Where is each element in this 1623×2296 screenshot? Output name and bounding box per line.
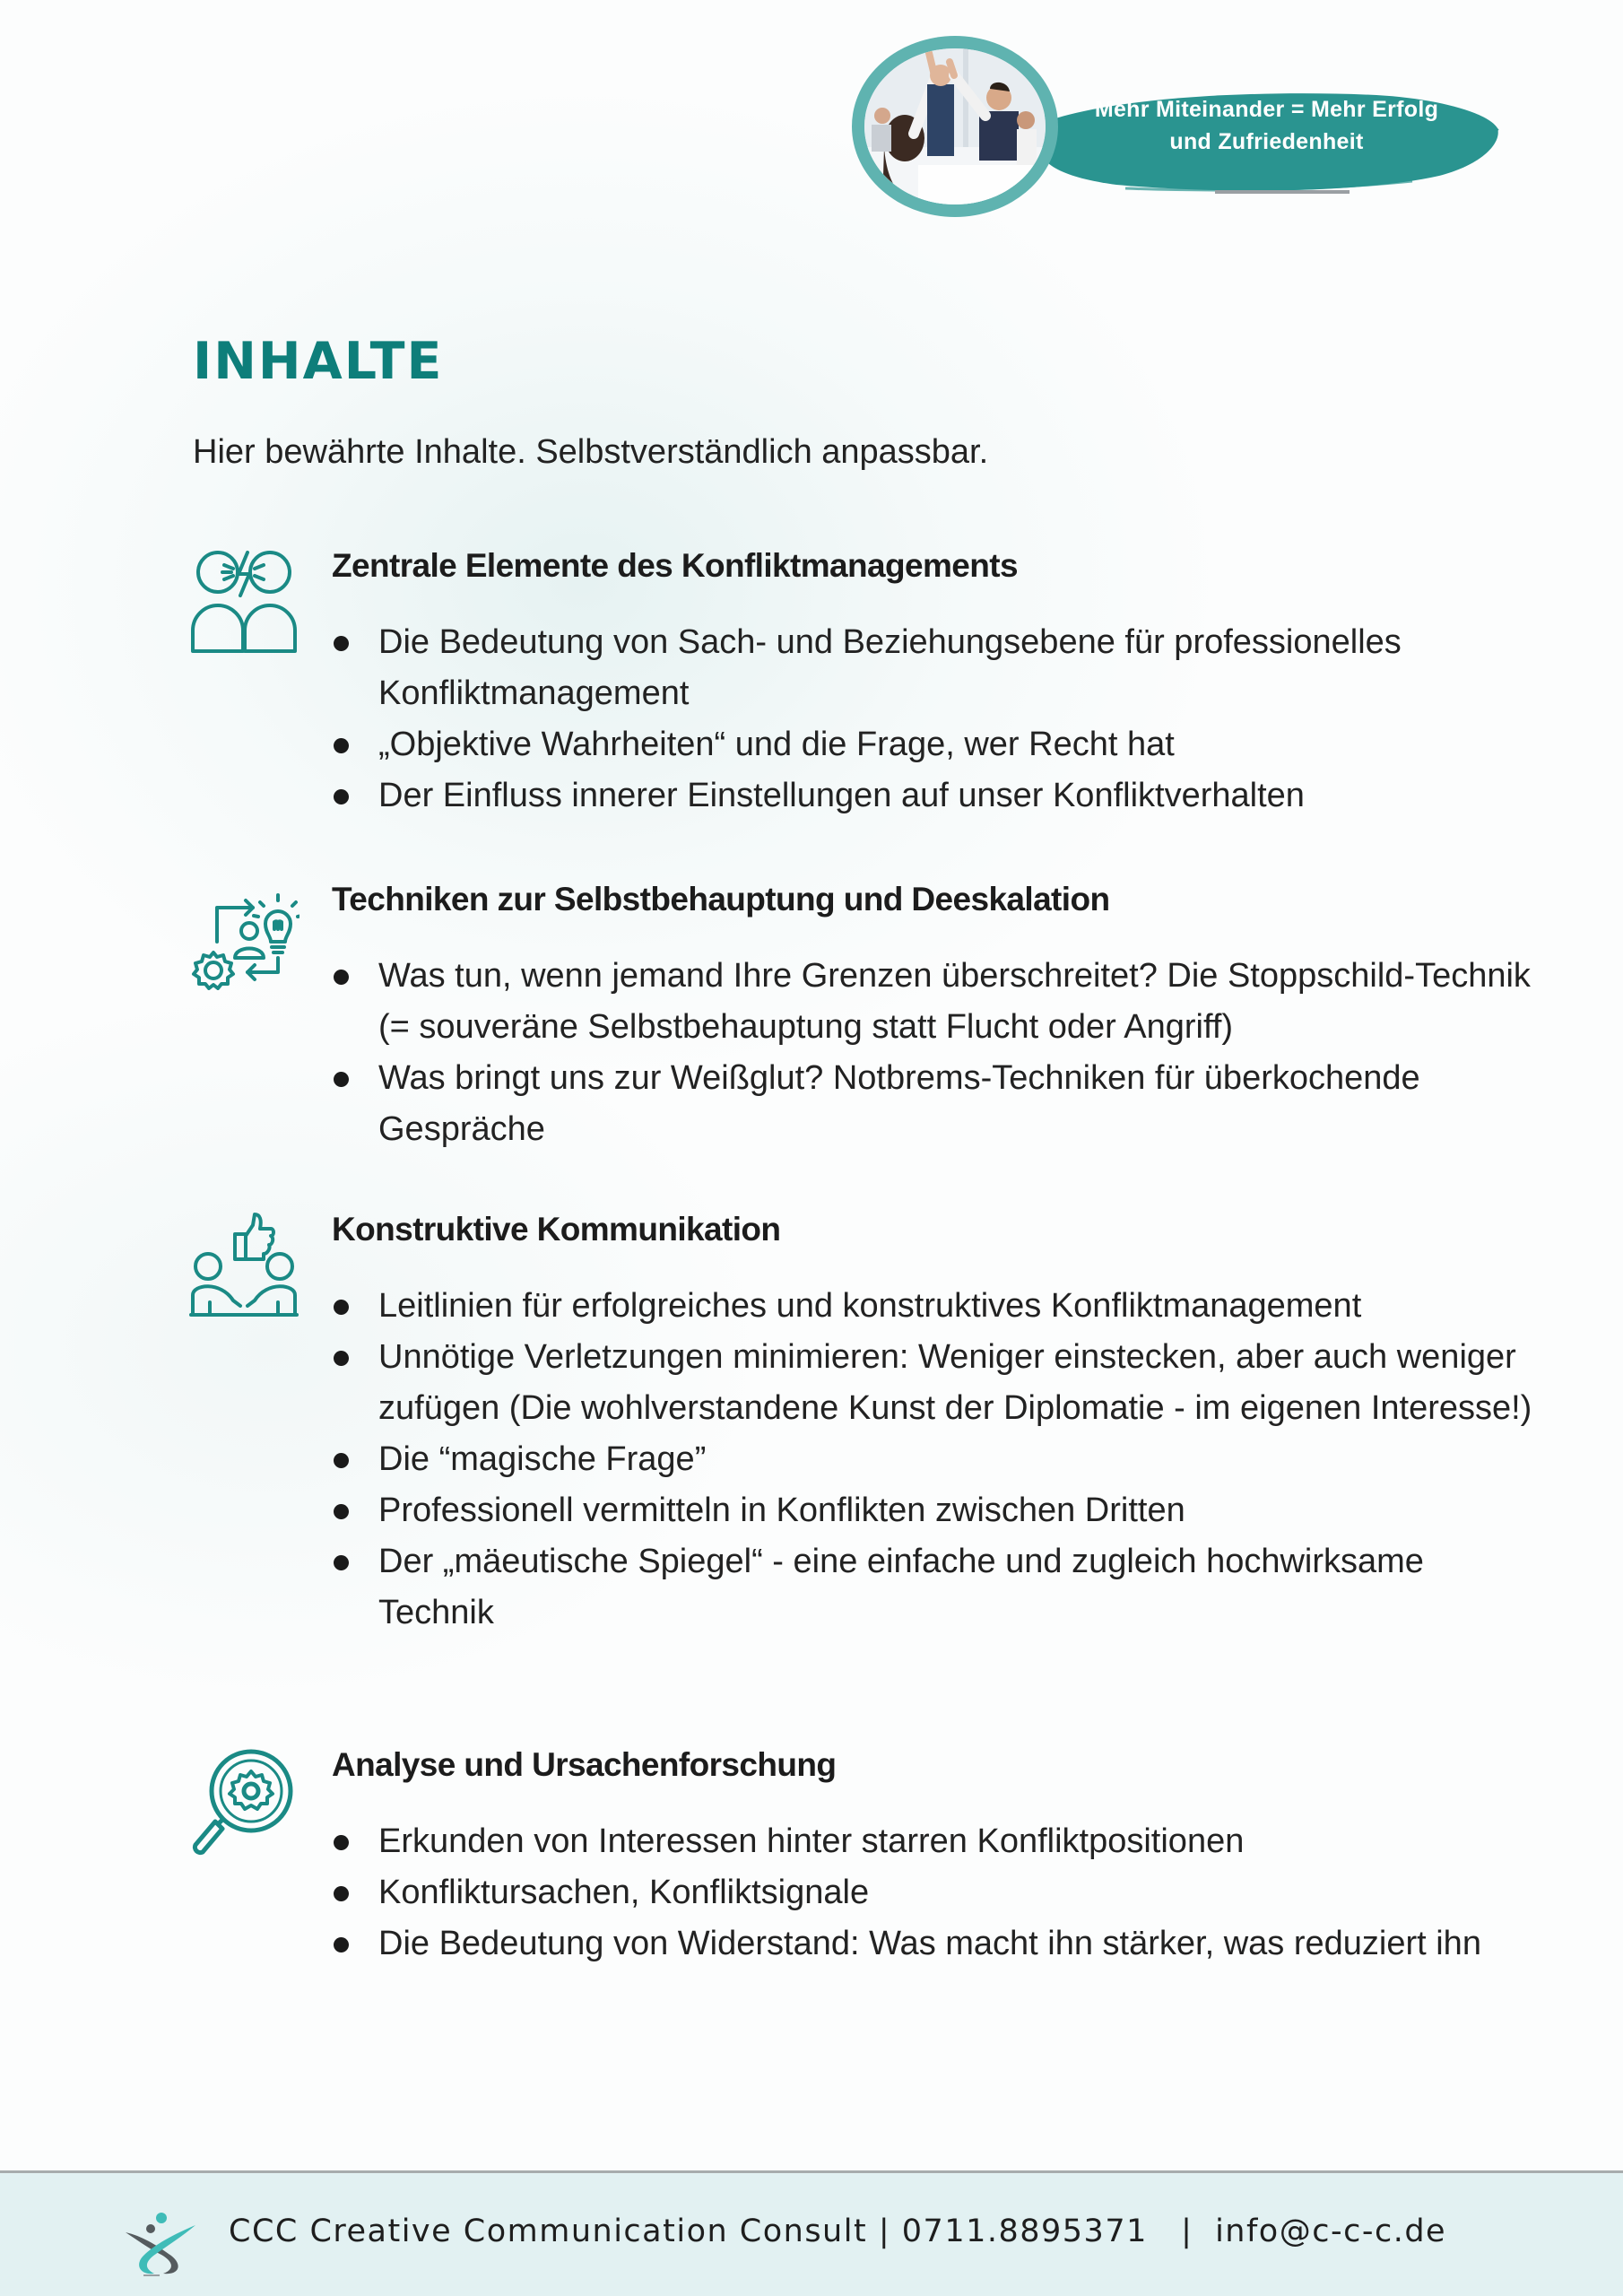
list-item	[378, 951, 1544, 1053]
bullet-icon	[334, 1351, 349, 1366]
team-high-five-illustration	[864, 48, 1046, 204]
bullet-list	[378, 617, 1544, 822]
handshake-thumbs-up-icon	[188, 1209, 299, 1320]
team-photo	[852, 36, 1058, 217]
bullet-icon	[334, 1886, 349, 1901]
badge-line-1: Mehr Miteinander = Mehr Erfolg	[1094, 97, 1439, 122]
process-idea-icon	[188, 879, 299, 990]
footer-contact	[229, 2213, 1446, 2249]
bullet-icon	[334, 738, 349, 753]
list-item-text: Unnötige Verletzungen minimieren: Weniger einstecken, aber auch weniger zufügen (Die wohlverstandene Kunst der Diplomatie - im eigenen Interesse!)	[378, 1338, 1532, 1427]
list-item-text: Die Bedeutung von Sach- und Beziehungsebene für professionelles Konfliktmanagement	[378, 623, 1402, 712]
company-logo-icon	[124, 2209, 197, 2277]
list-item	[378, 1918, 1544, 1970]
footer-separator: |	[878, 2213, 891, 2249]
badge-slogan	[1040, 93, 1493, 158]
bullet-icon	[334, 789, 349, 804]
list-item-text: Erkunden von Interessen hinter starren Konfliktpositionen	[378, 1822, 1245, 1860]
bullet-list	[378, 951, 1544, 1155]
section-heading: Techniken zur Selbstbehauptung und Deeskalation	[332, 881, 1110, 918]
list-item	[378, 1434, 1544, 1485]
list-item	[378, 1332, 1544, 1434]
bullet-list	[378, 1281, 1544, 1639]
badge-line-2: und Zufriedenheit	[1169, 129, 1364, 154]
company-name: CCC Creative Communication Consult	[229, 2213, 868, 2249]
footer-separator: |	[1181, 2213, 1193, 2249]
magnifier-gear-icon	[188, 1744, 299, 1856]
intro-text: Hier bewährte Inhalte. Selbstverständlich anpassbar.	[193, 433, 989, 471]
list-item-text: Was bringt uns zur Weißglut? Notbrems-Techniken für überkochende Gespräche	[378, 1059, 1420, 1148]
list-item	[378, 617, 1544, 719]
bullet-icon	[334, 1937, 349, 1952]
list-item	[378, 770, 1544, 822]
list-item	[378, 1053, 1544, 1155]
bullet-icon	[334, 1072, 349, 1087]
bullet-icon	[334, 1555, 349, 1570]
list-item-text: Die “magische Frage”	[378, 1440, 707, 1478]
list-item-text: Der „mäeutische Spiegel“ - eine einfache und zugleich hochwirksame Technik	[378, 1543, 1424, 1631]
list-item-text: Konfliktursachen, Konfliktsignale	[378, 1874, 870, 1911]
list-item-text: Der Einfluss innerer Einstellungen auf unser Konfliktverhalten	[378, 777, 1305, 814]
list-item-text: Professionell vermitteln in Konflikten zwischen Dritten	[378, 1492, 1185, 1529]
phone-number[interactable]: 0711.8895371	[901, 2213, 1148, 2249]
footer	[0, 2173, 1623, 2296]
section-heading: Analyse und Ursachenforschung	[332, 1746, 837, 1783]
bullet-icon	[334, 1835, 349, 1850]
bullet-icon	[334, 1300, 349, 1315]
list-item-text: Die Bedeutung von Widerstand: Was macht ihn stärker, was reduziert ihn	[378, 1925, 1481, 1962]
list-item-text: Was tun, wenn jemand Ihre Grenzen überschreitet? Die Stoppschild-Technik (= souveräne Selbstbehauptung statt Flucht oder Angriff)	[378, 957, 1531, 1046]
list-item-text: Leitlinien für erfolgreiches und konstruktives Konfliktmanagement	[378, 1287, 1362, 1325]
section-heading: Zentrale Elemente des Konfliktmanagements	[332, 547, 1018, 584]
list-item-text: „Objektive Wahrheiten“ und die Frage, wer Recht hat	[378, 726, 1175, 763]
bullet-icon	[334, 636, 349, 651]
team-photo-image	[864, 48, 1046, 204]
page-title: INHALTE	[193, 332, 444, 391]
bullet-icon	[334, 1504, 349, 1519]
bullet-icon	[334, 1453, 349, 1468]
bullet-list	[378, 1816, 1544, 1970]
section-heading: Konstruktive Kommunikation	[332, 1211, 781, 1248]
email-link[interactable]: info@c-c-c.de	[1215, 2213, 1447, 2249]
list-item	[378, 1485, 1544, 1536]
list-item	[378, 1867, 1544, 1918]
list-item	[378, 1536, 1544, 1639]
list-item	[378, 1281, 1544, 1332]
list-item	[378, 719, 1544, 770]
conflict-people-icon	[188, 545, 299, 657]
list-item	[378, 1816, 1544, 1867]
bullet-icon	[334, 970, 349, 985]
header-badge	[847, 34, 1556, 222]
